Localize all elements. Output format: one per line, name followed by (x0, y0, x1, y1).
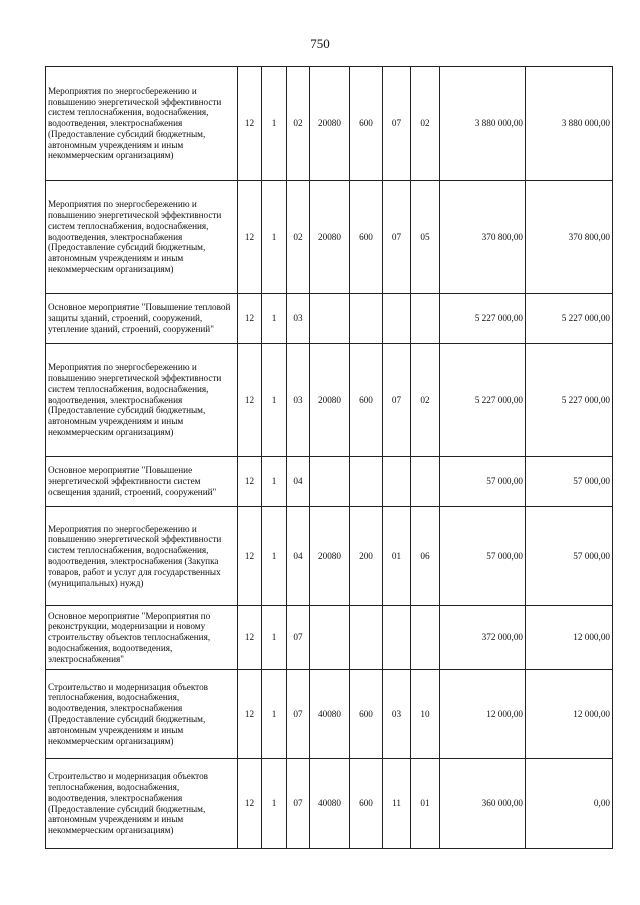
amount-cell: 5 227 000,00 (526, 294, 613, 344)
code-cell (411, 457, 440, 507)
code-cell: 1 (262, 344, 287, 457)
code-cell (383, 294, 411, 344)
code-cell: 1 (262, 606, 287, 670)
row-description: Основное мероприятие "Повышение энергетической эффективности систем освещения зданий, строений, сооружений" (46, 457, 238, 507)
code-cell (411, 294, 440, 344)
code-cell: 600 (350, 344, 383, 457)
code-cell: 12 (238, 294, 262, 344)
amount-cell: 57 000,00 (526, 457, 613, 507)
code-cell: 20080 (310, 181, 350, 294)
amount-cell: 360 000,00 (440, 759, 526, 849)
code-cell (310, 606, 350, 670)
amount-cell: 3 880 000,00 (526, 67, 613, 181)
code-cell: 10 (411, 670, 440, 759)
row-description: Строительство и модернизация объектов теплоснабжения, водоснабжения, водоотведения, электроснабжения (Предоставление субсидий бюджетным, автономным учреждениям и иным некоммерческим организациям) (46, 670, 238, 759)
code-cell (411, 606, 440, 670)
amount-cell: 57 000,00 (440, 457, 526, 507)
code-cell: 06 (411, 507, 440, 606)
code-cell (350, 457, 383, 507)
code-cell: 1 (262, 181, 287, 294)
code-cell: 07 (383, 344, 411, 457)
amount-cell: 12 000,00 (440, 670, 526, 759)
code-cell: 200 (350, 507, 383, 606)
table-row (46, 344, 613, 457)
code-cell (383, 457, 411, 507)
code-cell: 12 (238, 670, 262, 759)
amount-cell: 5 227 000,00 (440, 294, 526, 344)
code-cell: 04 (287, 457, 310, 507)
code-cell (310, 457, 350, 507)
amount-cell: 372 000,00 (440, 606, 526, 670)
code-cell: 1 (262, 759, 287, 849)
code-cell: 40080 (310, 670, 350, 759)
code-cell: 04 (287, 507, 310, 606)
table-row (46, 67, 613, 181)
code-cell: 01 (411, 759, 440, 849)
amount-cell: 3 880 000,00 (440, 67, 526, 181)
code-cell: 20080 (310, 67, 350, 181)
row-description: Мероприятия по энергосбережению и повышению энергетической эффективности систем теплоснабжения, водоснабжения, водоотведения, электроснабжения (Предоставление субсидий бюджетным, автономным учреждениям и иным некоммерческим организациям) (46, 344, 238, 457)
code-cell: 02 (287, 181, 310, 294)
code-cell: 12 (238, 344, 262, 457)
code-cell: 600 (350, 759, 383, 849)
amount-cell: 5 227 000,00 (526, 344, 613, 457)
amount-cell: 5 227 000,00 (440, 344, 526, 457)
page-number: 750 (310, 36, 330, 51)
code-cell: 05 (411, 181, 440, 294)
table-row (46, 181, 613, 294)
code-cell: 12 (238, 759, 262, 849)
code-cell: 01 (383, 507, 411, 606)
code-cell: 07 (287, 606, 310, 670)
row-description: Строительство и модернизация объектов теплоснабжения, водоснабжения, водоотведения, электроснабжения (Предоставление субсидий бюджетным, автономным учреждениям и иным некоммерческим организациям) (46, 759, 238, 849)
code-cell: 11 (383, 759, 411, 849)
row-description: Основное мероприятие "Повышение тепловой защиты зданий, строений, сооружений, утепление зданий, строений, сооружений" (46, 294, 238, 344)
table-row (46, 294, 613, 344)
code-cell: 1 (262, 507, 287, 606)
code-cell: 40080 (310, 759, 350, 849)
code-cell (310, 294, 350, 344)
code-cell: 07 (287, 670, 310, 759)
code-cell: 1 (262, 670, 287, 759)
code-cell: 1 (262, 457, 287, 507)
row-description: Мероприятия по энергосбережению и повышению энергетической эффективности систем теплоснабжения, водоснабжения, водоотведения, электроснабжения (Предоставление субсидий бюджетным, автономным учреждениям и иным некоммерческим организациям) (46, 181, 238, 294)
code-cell: 02 (411, 67, 440, 181)
budget-table (45, 66, 613, 849)
code-cell: 07 (383, 181, 411, 294)
amount-cell: 57 000,00 (526, 507, 613, 606)
code-cell: 12 (238, 606, 262, 670)
code-cell: 600 (350, 670, 383, 759)
amount-cell: 370 800,00 (440, 181, 526, 294)
table-row (46, 670, 613, 759)
code-cell: 03 (287, 294, 310, 344)
code-cell: 12 (238, 67, 262, 181)
code-cell: 12 (238, 507, 262, 606)
code-cell: 20080 (310, 344, 350, 457)
amount-cell: 12 000,00 (526, 606, 613, 670)
code-cell: 600 (350, 181, 383, 294)
code-cell: 03 (287, 344, 310, 457)
code-cell: 02 (411, 344, 440, 457)
table-row (46, 606, 613, 670)
code-cell: 20080 (310, 507, 350, 606)
table-row (46, 759, 613, 849)
code-cell: 12 (238, 181, 262, 294)
code-cell: 07 (287, 759, 310, 849)
table-row (46, 457, 613, 507)
code-cell: 12 (238, 457, 262, 507)
amount-cell: 57 000,00 (440, 507, 526, 606)
table-row (46, 507, 613, 606)
amount-cell: 12 000,00 (526, 670, 613, 759)
amount-cell: 0,00 (526, 759, 613, 849)
code-cell: 600 (350, 67, 383, 181)
row-description: Основное мероприятие "Мероприятия по реконструкции, модернизации и новому строительству объектов теплоснабжения, водоснабжения, водоотведения, электроснабжения" (46, 606, 238, 670)
code-cell: 1 (262, 67, 287, 181)
code-cell: 07 (383, 67, 411, 181)
row-description: Мероприятия по энергосбережению и повышению энергетической эффективности систем теплоснабжения, водоснабжения, водоотведения, электроснабжения (Закупка товаров, работ и услуг для государственных (муниципальных) нужд) (46, 507, 238, 606)
code-cell: 1 (262, 294, 287, 344)
code-cell: 03 (383, 670, 411, 759)
amount-cell: 370 800,00 (526, 181, 613, 294)
row-description: Мероприятия по энергосбережению и повышению энергетической эффективности систем теплоснабжения, водоснабжения, водоотведения, электроснабжения (Предоставление субсидий бюджетным, автономным учреждениям и иным некоммерческим организациям) (46, 67, 238, 181)
code-cell: 02 (287, 67, 310, 181)
code-cell (350, 294, 383, 344)
code-cell (350, 606, 383, 670)
code-cell (383, 606, 411, 670)
